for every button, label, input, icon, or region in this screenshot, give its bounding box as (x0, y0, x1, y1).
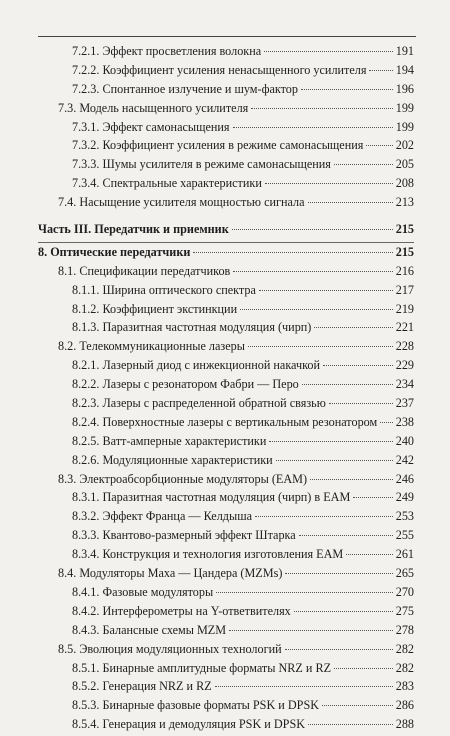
toc-subsection-entry (38, 528, 414, 547)
toc-entry-title: 8.4. Модуляторы Маха — Цандера (MZMs) (58, 566, 283, 581)
toc-page-number: 278 (395, 622, 414, 637)
toc-entry-title: 8. Оптические передатчики (38, 244, 191, 259)
toc-subsection-entry (38, 717, 414, 736)
toc-entry-title: 8.2.3. Лазеры с распределенной обратной связью (72, 396, 326, 411)
toc-entry-title: 8.2.4. Поверхностные лазеры с вертикальным резонатором (72, 414, 378, 429)
toc-subsection-entry (38, 320, 414, 339)
toc-entry-title: 8.3.2. Эффект Франца — Келдыша (72, 509, 252, 524)
toc-page-number: 288 (395, 717, 414, 732)
toc-page-number: 238 (395, 414, 414, 429)
toc-subsection-entry (38, 623, 414, 642)
toc-page-number: 196 (395, 81, 414, 96)
dot-leader (314, 327, 392, 328)
toc-page-number: 213 (395, 195, 414, 210)
toc-subsection-entry (38, 176, 414, 195)
toc-page-number: 270 (395, 584, 414, 599)
toc-page-number: 208 (395, 176, 414, 191)
toc-page-number: 228 (395, 339, 414, 354)
dot-leader (323, 365, 393, 366)
dot-leader (259, 290, 393, 291)
dot-leader (216, 592, 393, 593)
toc-subsection-entry (38, 283, 414, 302)
toc-subsection-entry (38, 415, 414, 434)
toc-page-number: 240 (395, 433, 414, 448)
toc-entry-title: 8.2. Телекоммуникационные лазеры (58, 339, 245, 354)
toc-page-number: 215 (395, 222, 414, 237)
toc-entry-title: 8.5.2. Генерация NRZ и RZ (72, 679, 212, 694)
toc-entry-title: 8.1.3. Паразитная частотная модуляция (чирп) (72, 320, 312, 335)
dot-leader (233, 271, 392, 272)
toc-entry-title: 8.3.4. Конструкция и технология изготовления EAM (72, 547, 344, 562)
toc-entry-title: 7.3.4. Спектральные характеристики (72, 176, 262, 191)
toc-subsection-entry (38, 82, 414, 101)
toc-entry-title: 8.1. Спецификации передатчиков (58, 263, 231, 278)
toc-entry-title: 8.4.2. Интерферометры на Y-ответвителях (72, 603, 291, 618)
dot-leader (285, 649, 393, 650)
toc-subsection-entry (38, 358, 414, 377)
dot-leader (240, 309, 393, 310)
toc-subsection-entry (38, 604, 414, 623)
toc-entry-title: 8.4.1. Фазовые модуляторы (72, 584, 214, 599)
toc-subsection-entry (38, 63, 414, 82)
toc-page-number: 282 (395, 641, 414, 656)
toc-page-number: 253 (395, 509, 414, 524)
toc-entry-title: Часть III. Передатчик и приемник (38, 222, 229, 237)
toc-entry-title: 8.5.1. Бинарные амплитудные форматы NRZ и RZ (72, 660, 332, 675)
dot-leader (255, 516, 393, 517)
toc-entry-title: 8.3.1. Паразитная частотная модуляция (чирп) в EAM (72, 490, 351, 505)
toc-entry-title: 8.2.2. Лазеры с резонатором Фабри — Перо (72, 377, 299, 392)
toc-entry-title: 8.1.1. Ширина оптического спектра (72, 282, 256, 297)
toc-section-entry (38, 472, 414, 491)
toc-page-number: 217 (395, 282, 414, 297)
table-of-contents (38, 44, 414, 736)
dot-leader (308, 202, 393, 203)
toc-subsection-entry (38, 138, 414, 157)
toc-subsection-entry (38, 120, 414, 139)
dot-leader (229, 630, 393, 631)
toc-chapter-entry (38, 245, 414, 264)
toc-entry-title: 8.3.3. Квантово-размерный эффект Штарка (72, 528, 296, 543)
dot-leader (232, 229, 393, 230)
toc-subsection-entry (38, 509, 414, 528)
toc-section-entry (38, 642, 414, 661)
toc-entry-title: 8.3. Электроабсорбционные модуляторы (EAM) (58, 471, 308, 486)
toc-entry-title: 7.4. Насыщение усилителя мощностью сигнала (58, 195, 305, 210)
dot-leader (233, 127, 393, 128)
dot-leader (322, 705, 393, 706)
toc-page-number: 199 (395, 100, 414, 115)
dot-leader (346, 554, 392, 555)
toc-page-number: 255 (395, 528, 414, 543)
toc-page-number: 261 (395, 547, 414, 562)
toc-page-number: 282 (395, 660, 414, 675)
toc-page-number: 242 (395, 452, 414, 467)
toc-entry-title: 7.2.2. Коэффициент усиления ненасыщенного усилителя (72, 62, 367, 77)
toc-subsection-entry (38, 698, 414, 717)
dot-leader (310, 479, 393, 480)
toc-page-number: 265 (395, 566, 414, 581)
dot-leader (329, 403, 393, 404)
dot-leader (301, 89, 393, 90)
dot-leader (369, 70, 392, 71)
toc-section-entry (38, 101, 414, 120)
toc-entry-title: 7.3.1. Эффект самонасыщения (72, 119, 230, 134)
dot-leader (380, 422, 392, 423)
toc-entry-title: 8.5.4. Генерация и демодуляция PSK и DPSK (72, 717, 306, 732)
toc-section-entry (38, 566, 414, 585)
toc-subsection-entry (38, 44, 414, 63)
toc-page-number: 286 (395, 698, 414, 713)
toc-entry-title: 8.2.5. Ватт-амперные характеристики (72, 433, 267, 448)
toc-entry-title: 8.1.2. Коэффициент экстинкции (72, 301, 238, 316)
toc-section-entry (38, 195, 414, 214)
toc-entry-title: 8.2.6. Модуляционные характеристики (72, 452, 273, 467)
toc-page-number: 215 (395, 244, 414, 259)
toc-subsection-entry (38, 679, 414, 698)
toc-entry-title: 8.5. Эволюция модуляционных технологий (58, 641, 282, 656)
dot-leader (251, 108, 392, 109)
section-divider (38, 242, 414, 243)
toc-subsection-entry (38, 434, 414, 453)
dot-leader (215, 686, 393, 687)
toc-entry-title: 8.4.3. Балансные схемы MZM (72, 622, 227, 637)
toc-page-number: 246 (395, 471, 414, 486)
toc-entry-title: 7.2.1. Эффект просветления волокна (72, 44, 262, 58)
toc-page-number: 219 (395, 301, 414, 316)
toc-entry-title: 8.2.1. Лазерный диод с инжекционной накачкой (72, 358, 321, 373)
dot-leader (285, 573, 392, 574)
dot-leader (269, 441, 392, 442)
toc-entry-title: 8.5.3. Бинарные фазовые форматы PSK и DPSK (72, 698, 320, 713)
toc-page-number: 234 (395, 377, 414, 392)
toc-subsection-entry (38, 453, 414, 472)
toc-subsection-entry (38, 585, 414, 604)
toc-subsection-entry (38, 396, 414, 415)
dot-leader (334, 668, 393, 669)
toc-page-number: 221 (395, 320, 414, 335)
dot-leader (193, 252, 392, 253)
dot-leader (276, 460, 393, 461)
toc-page-number: 216 (395, 263, 414, 278)
toc-page-number: 275 (395, 603, 414, 618)
toc-entry-title: 7.3.2. Коэффициент усиления в режиме самонасыщения (72, 138, 364, 153)
toc-page-number: 283 (395, 679, 414, 694)
toc-chapter-entry (38, 222, 414, 241)
toc-page-number: 229 (395, 358, 414, 373)
toc-subsection-entry (38, 490, 414, 509)
section-gap (38, 214, 414, 222)
toc-subsection-entry (38, 302, 414, 321)
toc-section-entry (38, 339, 414, 358)
dot-leader (264, 51, 393, 52)
toc-section-entry (38, 264, 414, 283)
toc-subsection-entry (38, 157, 414, 176)
dot-leader (353, 497, 392, 498)
dot-leader (299, 535, 393, 536)
dot-leader (265, 183, 393, 184)
toc-entry-title: 7.3.3. Шумы усилителя в режиме самонасыщения (72, 157, 331, 172)
toc-page-number: 194 (395, 62, 414, 77)
toc-page-number: 237 (395, 396, 414, 411)
toc-subsection-entry (38, 377, 414, 396)
toc-page-number: 202 (395, 138, 414, 153)
toc-page-number: 191 (395, 44, 414, 58)
top-rule (38, 36, 416, 37)
toc-subsection-entry (38, 547, 414, 566)
dot-leader (334, 164, 393, 165)
toc-page-number: 199 (395, 119, 414, 134)
dot-leader (248, 346, 393, 347)
toc-entry-title: 7.3. Модель насыщенного усилителя (58, 100, 249, 115)
toc-entry-title: 7.2.3. Спонтанное излучение и шум-фактор (72, 81, 298, 96)
toc-subsection-entry (38, 661, 414, 680)
toc-page-number: 249 (395, 490, 414, 505)
dot-leader (294, 611, 393, 612)
dot-leader (308, 724, 393, 725)
dot-leader (302, 384, 393, 385)
toc-page-number: 205 (395, 157, 414, 172)
dot-leader (366, 145, 392, 146)
